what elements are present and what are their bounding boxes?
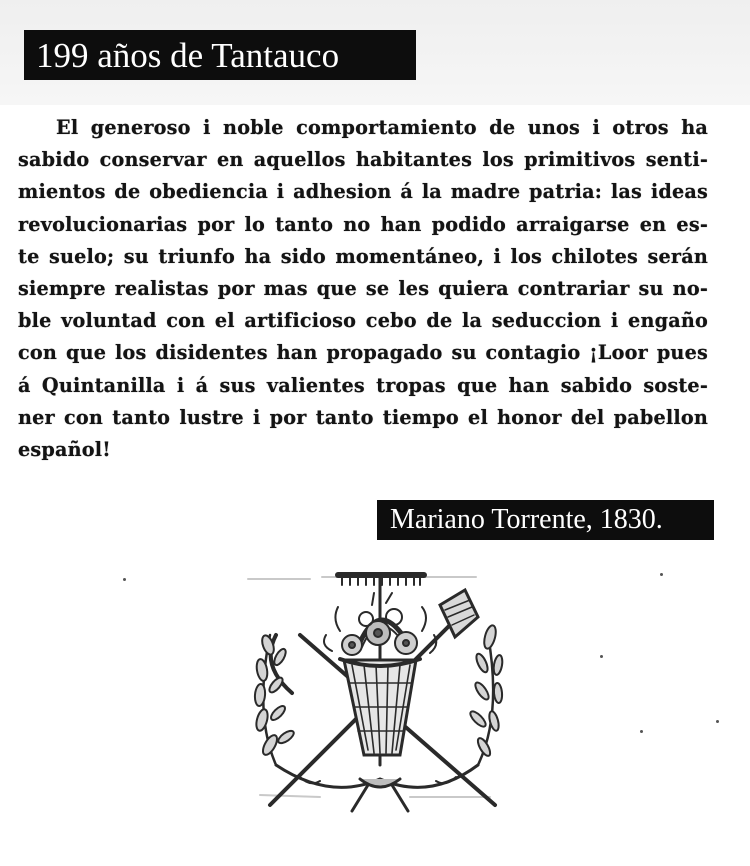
page-speck: [716, 720, 719, 723]
text-line: revolucionarias por lo tanto no han podido arraigarse en es-: [18, 212, 708, 236]
page-speck: [600, 655, 603, 658]
text-line: español!: [18, 437, 111, 461]
text-line: con que los disidentes han propagado su contagio ¡Loor pues: [18, 341, 708, 365]
text-line: á Quintanilla i á sus valientes tropas que han sabido soste-: [18, 373, 708, 397]
text-line: siempre realistas por mas que se les quiera contrariar su no-: [18, 276, 708, 300]
engraving-vignette-icon: [240, 565, 515, 830]
page-speck: [640, 730, 643, 733]
attribution-text: Mariano Torrente, 1830.: [390, 504, 663, 535]
text-line: ble voluntad con el artificioso cebo de la seduccion i engaño: [18, 309, 708, 333]
title-caption: [24, 30, 416, 80]
quote-text: [18, 112, 708, 466]
text-line: El generoso i noble comportamiento de unos i otros ha: [56, 116, 708, 139]
attribution-caption: [377, 500, 714, 540]
text-line: mientos de obediencia i adhesion á la madre patria: las ideas: [18, 180, 708, 204]
text-line: te suelo; su triunfo ha sido momentáneo, i los chilotes serán: [18, 244, 708, 268]
text-line: ner con tanto lustre i por tanto tiempo el honor del pabellon: [18, 405, 708, 429]
page-speck: [660, 573, 663, 576]
text-line: sabido conservar en aquellos habitantes los primitivos senti-: [18, 148, 708, 172]
title-text: 199 años de Tantauco: [36, 35, 340, 75]
page-speck: [123, 578, 126, 581]
cut-off-line: [18, 100, 318, 108]
